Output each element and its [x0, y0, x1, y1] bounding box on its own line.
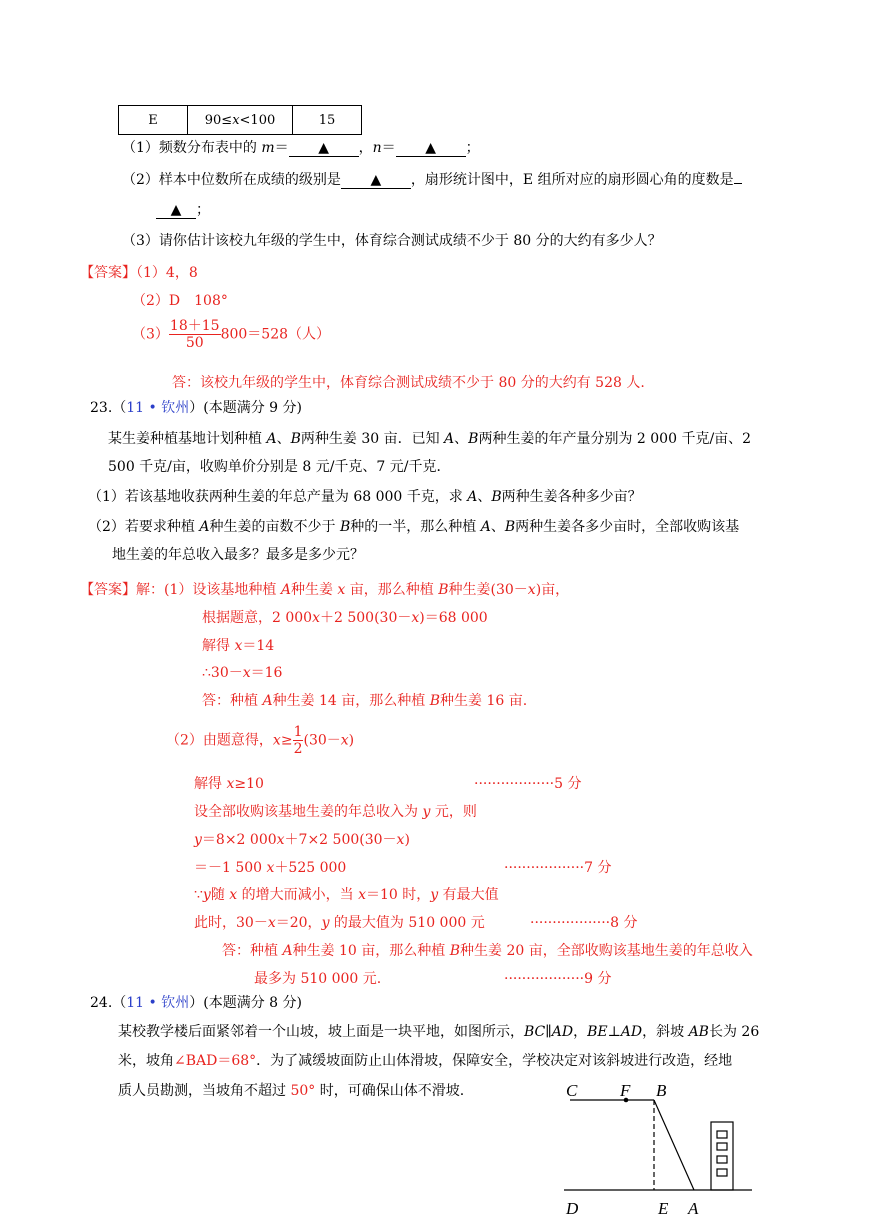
q23-line2: 500 千克/亩，收购单价分别是 8 元/千克、7 元/千克．	[108, 459, 451, 475]
q23-line3: （1）若该基地收获两种生姜的年总产量为 68 000 千克，求 A、B两种生姜各种多少亩？	[88, 489, 642, 505]
label-a: A	[688, 1199, 699, 1218]
answer23-line2: 根据题意，2 000x＋2 500(30－x)＝68 000	[202, 610, 488, 626]
blank-median: ▲	[341, 172, 411, 189]
answer23-line10: ＝－1 500 x＋525 000	[194, 860, 347, 876]
frequency-table	[118, 105, 362, 135]
answer23-line8: 设全部收购该基地生姜的年总收入为 y 元，则	[194, 804, 477, 820]
score-5: ··················5 分	[474, 776, 582, 792]
blank-angle: ▲	[156, 202, 196, 219]
q24-header: 24.（11 • 钦州）(本题满分 8 分)	[90, 995, 302, 1011]
answer23-line7: 解得 x≥10	[194, 776, 264, 792]
label-c: C	[566, 1081, 578, 1100]
score-9: ··················9 分	[504, 971, 612, 987]
q23-line1: 某生姜种植基地计划种植 A、B两种生姜 30 亩．已知 A、B两种生姜的年产量分别为 2 000 千克/亩、2	[108, 431, 752, 447]
answer23-line6: （2）由题意得，x≥ $\frac{1}{2}$ (30－x)	[166, 724, 355, 758]
q23-line5: 地生姜的年总收入最多？最多是多少元？	[112, 547, 364, 563]
answer23-line12: 此时，30－x＝20，y 的最大值为 510 000 元	[194, 915, 485, 931]
answer23-line14: 最多为 510 000 元.	[254, 971, 382, 987]
answer23-line11: ∵y随 x 的增大而减小，当 x＝10 时，y 有最大值	[194, 887, 499, 903]
q23-line4: （2）若要求种植 A种生姜的亩数不少于 B种的一半，那么种植 A、B两种生姜各多少亩时，全部收购该基	[88, 519, 740, 535]
label-b: B	[656, 1081, 667, 1100]
answer23-line1: 【答案】解：(1）设该基地种植 A种生姜 x 亩，那么种植 B种生姜(30－x)亩，	[80, 582, 570, 598]
answer22-line2: （2）D 108°	[132, 293, 228, 309]
blank-n: ▲	[396, 140, 466, 157]
table-row	[119, 106, 362, 135]
answer23-line3: 解得 x＝14	[202, 638, 275, 654]
score-7: ··················7 分	[504, 860, 612, 876]
q24-line2: 米，坡角∠BAD＝68°．为了减缓坡面防止山体滑坡，保障安全，学校决定对该斜坡进行改造，经地	[118, 1053, 733, 1069]
answer22-conclusion: 答：该校九年级的学生中，体育综合测试成绩不少于 80 分的大约有 528 人.	[172, 375, 645, 391]
answer22-line1: 【答案】（1）4，8	[80, 265, 198, 281]
q22-part3: （3）请你估计该校九年级的学生中，体育综合测试成绩不少于 80 分的大约有多少人？	[122, 233, 662, 249]
range-cell: 90≤x<100	[188, 106, 293, 135]
q24-line3: 质人员勘测，当坡角不超过 50° 时，可确保山体不滑坡.	[118, 1083, 465, 1099]
q23-header: 23.（11 • 钦州）(本题满分 9 分)	[90, 400, 302, 416]
slope-figure	[556, 1076, 760, 1220]
answer23-line9: y＝8×2 000x＋7×2 500(30－x)	[194, 832, 410, 848]
answer23-line13: 答：种植 A种生姜 10 亩，那么种植 B种生姜 20 亩，全部收购该基地生姜的年总收入	[222, 943, 753, 959]
answer23-line4: ∴30－x＝16	[202, 665, 283, 681]
count-cell: 15	[293, 106, 362, 135]
grade-cell: E	[119, 106, 188, 135]
blank-m: ▲	[289, 140, 359, 157]
q22-part2-cont: ▲ ；	[156, 199, 210, 219]
answer23-line5: 答：种植 A种生姜 14 亩，那么种植 B种生姜 16 亩.	[202, 693, 528, 709]
slope-ab	[654, 1100, 694, 1190]
score-8: ··················8 分	[530, 915, 638, 931]
label-d: D	[566, 1199, 579, 1218]
q24-line1: 某校教学楼后面紧邻着一个山坡，坡上面是一块平地，如图所示，BC∥AD，BE⊥AD，斜坡 AB长为 26	[118, 1024, 760, 1040]
q22-part2: （2）样本中位数所在成绩的级别是 ▲ ，扇形统计图中，E 组所对应的扇形圆心角的度数是	[122, 169, 742, 189]
q22-part1: （1）频数分布表中的 m＝ ▲ ，n＝ ▲ ；	[122, 140, 480, 156]
answer22-line3: （3） $\frac{18+15}{50}$ 800＝528（人）	[132, 318, 331, 352]
label-f: F	[620, 1081, 631, 1100]
label-e: E	[658, 1199, 669, 1218]
